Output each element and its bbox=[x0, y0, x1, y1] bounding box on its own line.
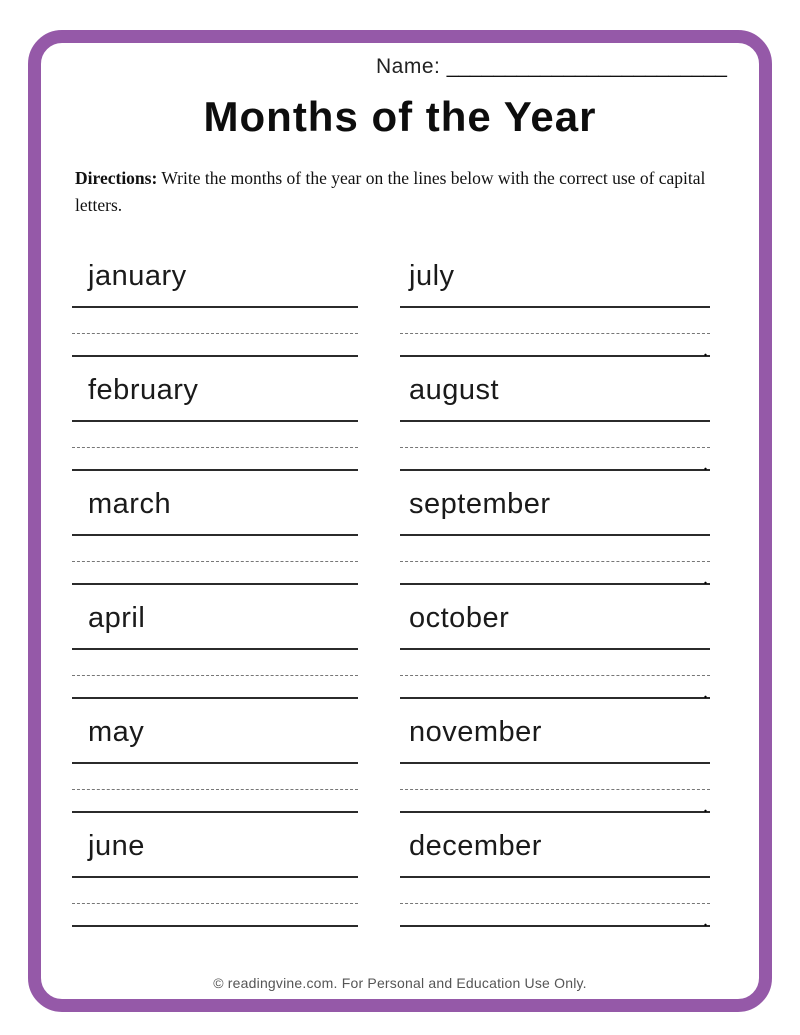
writing-line-top bbox=[72, 306, 358, 308]
month-label: august bbox=[409, 374, 500, 407]
writing-line-top bbox=[400, 762, 710, 764]
writing-line-bottom bbox=[400, 909, 710, 932]
month-label: february bbox=[88, 374, 199, 407]
month-label: september bbox=[409, 488, 551, 521]
writing-line-top bbox=[400, 420, 710, 422]
writing-line-middle bbox=[72, 789, 358, 790]
month-block-november bbox=[400, 711, 710, 818]
month-label: october bbox=[409, 602, 510, 635]
month-block-july bbox=[400, 255, 710, 362]
writing-line-middle bbox=[72, 447, 358, 448]
writing-line-top bbox=[72, 534, 358, 536]
writing-line-top bbox=[400, 534, 710, 536]
directions bbox=[75, 165, 715, 219]
month-block-june bbox=[72, 825, 358, 927]
month-label: june bbox=[88, 830, 145, 863]
writing-line-bottom bbox=[400, 795, 710, 818]
month-label: april bbox=[88, 602, 146, 635]
writing-line-middle bbox=[400, 789, 710, 790]
writing-line-middle bbox=[72, 903, 358, 904]
footer-credit: © readingvine.com. For Personal and Education Use Only. bbox=[213, 975, 587, 991]
writing-line-top bbox=[400, 648, 710, 650]
writing-line-middle bbox=[72, 675, 358, 676]
month-label: may bbox=[88, 716, 145, 749]
writing-line-bottom bbox=[400, 567, 710, 590]
months-grid bbox=[72, 255, 759, 939]
month-block-august bbox=[400, 369, 710, 476]
writing-line-bottom bbox=[72, 925, 358, 927]
writing-line-middle bbox=[400, 561, 710, 562]
writing-line-bottom bbox=[400, 681, 710, 704]
writing-line-top bbox=[72, 762, 358, 764]
page-title: Months of the Year bbox=[203, 93, 597, 140]
writing-line-top bbox=[72, 876, 358, 878]
writing-line-middle bbox=[72, 561, 358, 562]
period-mark: . bbox=[703, 453, 708, 476]
month-label: january bbox=[88, 260, 187, 293]
name-label: Name: bbox=[375, 55, 441, 78]
month-block-march bbox=[72, 483, 358, 585]
period-mark: . bbox=[703, 795, 708, 818]
writing-line-top bbox=[72, 420, 358, 422]
writing-line-middle bbox=[400, 447, 710, 448]
month-block-october bbox=[400, 597, 710, 704]
writing-line-top bbox=[400, 306, 710, 308]
month-label: december bbox=[409, 830, 542, 863]
writing-line-middle bbox=[400, 675, 710, 676]
writing-line-bottom bbox=[72, 697, 358, 699]
writing-line-bottom bbox=[72, 355, 358, 357]
period-mark: . bbox=[703, 567, 708, 590]
writing-line-middle bbox=[72, 333, 358, 334]
month-block-may bbox=[72, 711, 358, 813]
month-label: march bbox=[88, 488, 172, 521]
month-label: november bbox=[409, 716, 542, 749]
writing-line-top bbox=[400, 876, 710, 878]
month-block-april bbox=[72, 597, 358, 699]
writing-line-middle bbox=[400, 333, 710, 334]
name-row bbox=[41, 55, 759, 79]
directions-label: Directions: bbox=[75, 168, 158, 188]
period-mark: . bbox=[703, 909, 708, 932]
writing-line-bottom bbox=[72, 811, 358, 813]
period-mark: . bbox=[703, 681, 708, 704]
worksheet-content bbox=[41, 43, 759, 998]
month-block-september bbox=[400, 483, 710, 590]
writing-line-bottom bbox=[400, 339, 710, 362]
month-block-january bbox=[72, 255, 358, 357]
writing-line-middle bbox=[400, 903, 710, 904]
writing-line-bottom bbox=[72, 583, 358, 585]
directions-text: Write the months of the year on the lines below with the correct use of capital letters. bbox=[75, 168, 706, 216]
month-block-february bbox=[72, 369, 358, 471]
writing-line-bottom bbox=[400, 453, 710, 476]
month-block-december bbox=[400, 825, 710, 932]
writing-line-top bbox=[72, 648, 358, 650]
period-mark: . bbox=[703, 339, 708, 362]
month-label: july bbox=[409, 260, 455, 293]
name-blank-line: ________________________ bbox=[446, 55, 727, 78]
writing-line-bottom bbox=[72, 469, 358, 471]
